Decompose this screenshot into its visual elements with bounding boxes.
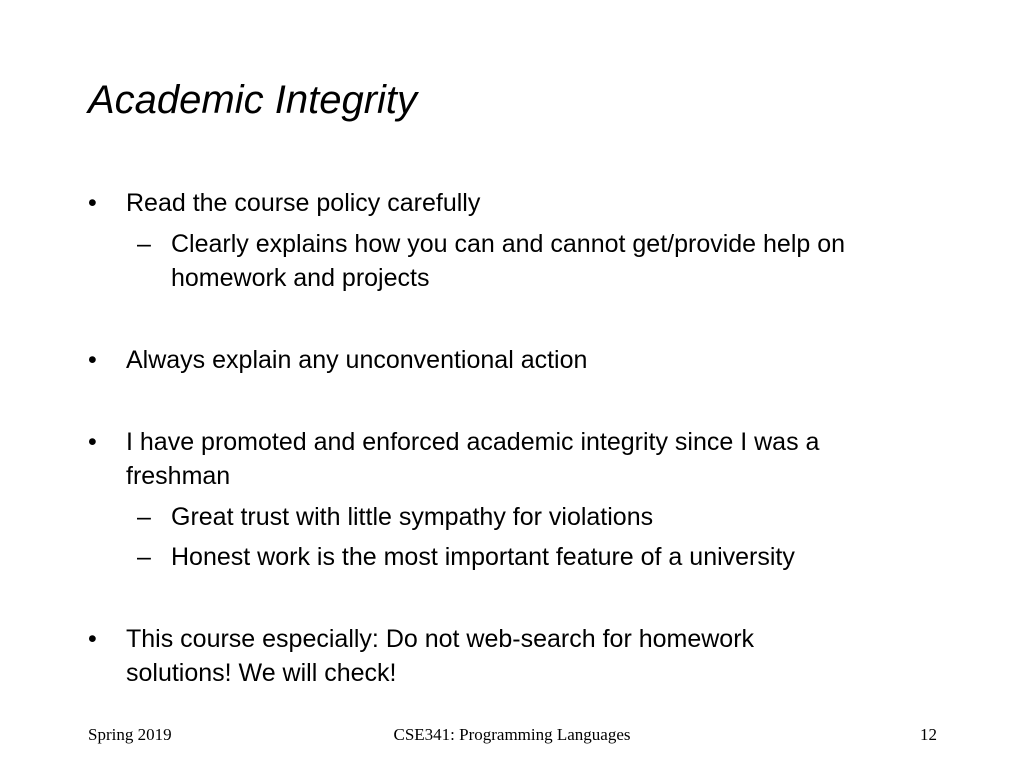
sub-bullet-marker: –: [137, 543, 151, 571]
sub-bullet-marker: –: [137, 230, 151, 258]
footer-slide-number: 12: [920, 725, 937, 744]
sub-bullet-marker: –: [137, 503, 151, 531]
bullet-2-line-1: Always explain any unconventional action: [126, 346, 588, 374]
bullet-3-sub-1-line-1: Great trust with little sympathy for violations: [171, 503, 654, 531]
footer-course-name: CSE341: Programming Languages: [393, 725, 631, 744]
bullet-3-sub-2-line-1: Honest work is the most important feature of a university: [171, 543, 795, 571]
bullet-1-sub-1-line-1: Clearly explains how you can and cannot get/provide help on: [171, 230, 846, 258]
bullet-marker: •: [88, 625, 97, 653]
bullet-3-line-1: I have promoted and enforced academic integrity since I was a: [126, 428, 820, 456]
bullet-1-line-1: Read the course policy carefully: [126, 189, 481, 217]
bullet-marker: •: [88, 428, 97, 456]
bullet-4-line-2: solutions! We will check!: [126, 659, 397, 687]
bullet-marker: •: [88, 346, 97, 374]
bullet-marker: •: [88, 189, 97, 217]
bullet-1-sub-1-line-2: homework and projects: [171, 264, 430, 292]
slide-title: Academic Integrity: [88, 78, 418, 122]
bullet-3-line-2: freshman: [126, 462, 231, 490]
footer-date: Spring 2019: [88, 725, 172, 744]
bullet-4-line-1: This course especially: Do not web-search for homework: [126, 625, 755, 653]
